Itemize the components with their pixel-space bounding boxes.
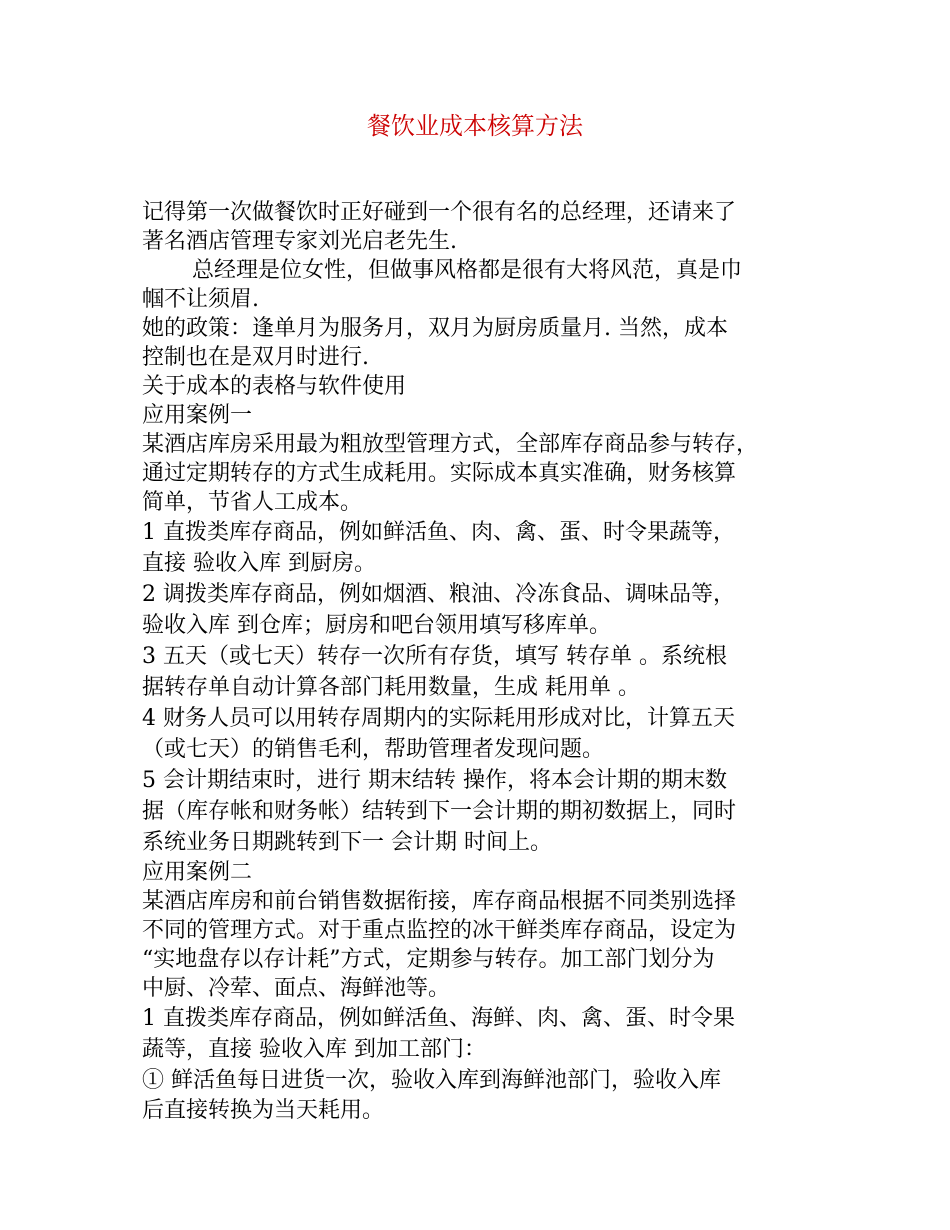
text-line: 后直接转换为当天耗用。 xyxy=(142,1098,385,1123)
text-line: 某酒店库房采用最为粗放型管理方式，全部库存商品参与转存， xyxy=(142,432,759,457)
text-line: 她的政策：逢单月为服务月，双月为厨房质量月. 当然，成本 xyxy=(142,316,728,341)
text-line: 著名酒店管理专家刘光启老先生. xyxy=(142,229,457,254)
list-item-line: 1 直拨类库存商品，例如鲜活鱼、肉、禽、蛋、时令果蔬等， xyxy=(142,520,735,545)
text-line: 不同的管理方式。对于重点监控的冰干鲜类库存商品，设定为 xyxy=(142,918,737,943)
list-item-line: （或七天）的销售毛利，帮助管理者发现问题。 xyxy=(142,737,605,762)
list-item-line: 4 财务人员可以用转存周期内的实际耗用形成对比，计算五天 xyxy=(142,706,735,731)
text-line: 控制也在是双月时进行. xyxy=(142,345,369,370)
list-item-line: 蔬等，直接 验收入库 到加工部门： xyxy=(142,1037,486,1062)
text-line: 记得第一次做餐饮时正好碰到一个很有名的总经理，还请来了 xyxy=(142,200,737,225)
list-item-line: 验收入库 到仓库；厨房和吧台领用填写移库单。 xyxy=(142,613,611,638)
list-item-line: 2 调拨类库存商品，例如烟酒、粮油、冷冻食品、调味品等， xyxy=(142,582,735,607)
text-line: 帼不让须眉. xyxy=(142,287,259,312)
document-title: 餐饮业成本核算方法 xyxy=(367,112,583,140)
list-item-line: 1 直拨类库存商品，例如鲜活鱼、海鲜、肉、禽、蛋、时令果 xyxy=(142,1006,735,1031)
list-item-line: 系统业务日期跳转到下一 会计期 时间上。 xyxy=(142,830,552,855)
text-line: 某酒店库房和前台销售数据衔接，库存商品根据不同类别选择 xyxy=(142,889,737,914)
section-heading: 关于成本的表格与软件使用 xyxy=(142,374,407,399)
list-item-line: 据（库存帐和财务帐）结转到下一会计期的期初数据上，同时 xyxy=(142,799,737,824)
list-item-line: 据转存单自动计算各部门耗用数量，生成 耗用单 。 xyxy=(142,675,640,700)
document-body xyxy=(142,198,832,1125)
list-item-line: 5 会计期结束时，进行 期末结转 操作，将本会计期的期末数 xyxy=(142,768,727,793)
text-line: 通过定期转存的方式生成耗用。实际成本真实准确，财务核算 xyxy=(142,461,737,486)
list-item-line: 直接 验收入库 到厨房。 xyxy=(142,551,376,576)
section-heading: 应用案例二 xyxy=(142,860,253,885)
text-line: 简单，节省人工成本。 xyxy=(142,490,363,515)
text-line: “实地盘存以存计耗”方式，定期参与转存。加工部门划分为 xyxy=(142,947,715,972)
list-item-line: 3 五天（或七天）转存一次所有存货，填写 转存单 。系统根 xyxy=(142,644,727,669)
text-line: 总经理是位女性，但做事风格都是很有大将风范，真是巾 xyxy=(192,258,743,283)
section-heading: 应用案例一 xyxy=(142,403,253,428)
list-item-line: ① 鲜活鱼每日进货一次，验收入库到海鲜池部门，验收入库 xyxy=(142,1068,721,1093)
text-line: 中厨、冷荤、面点、海鲜池等。 xyxy=(142,976,451,1001)
